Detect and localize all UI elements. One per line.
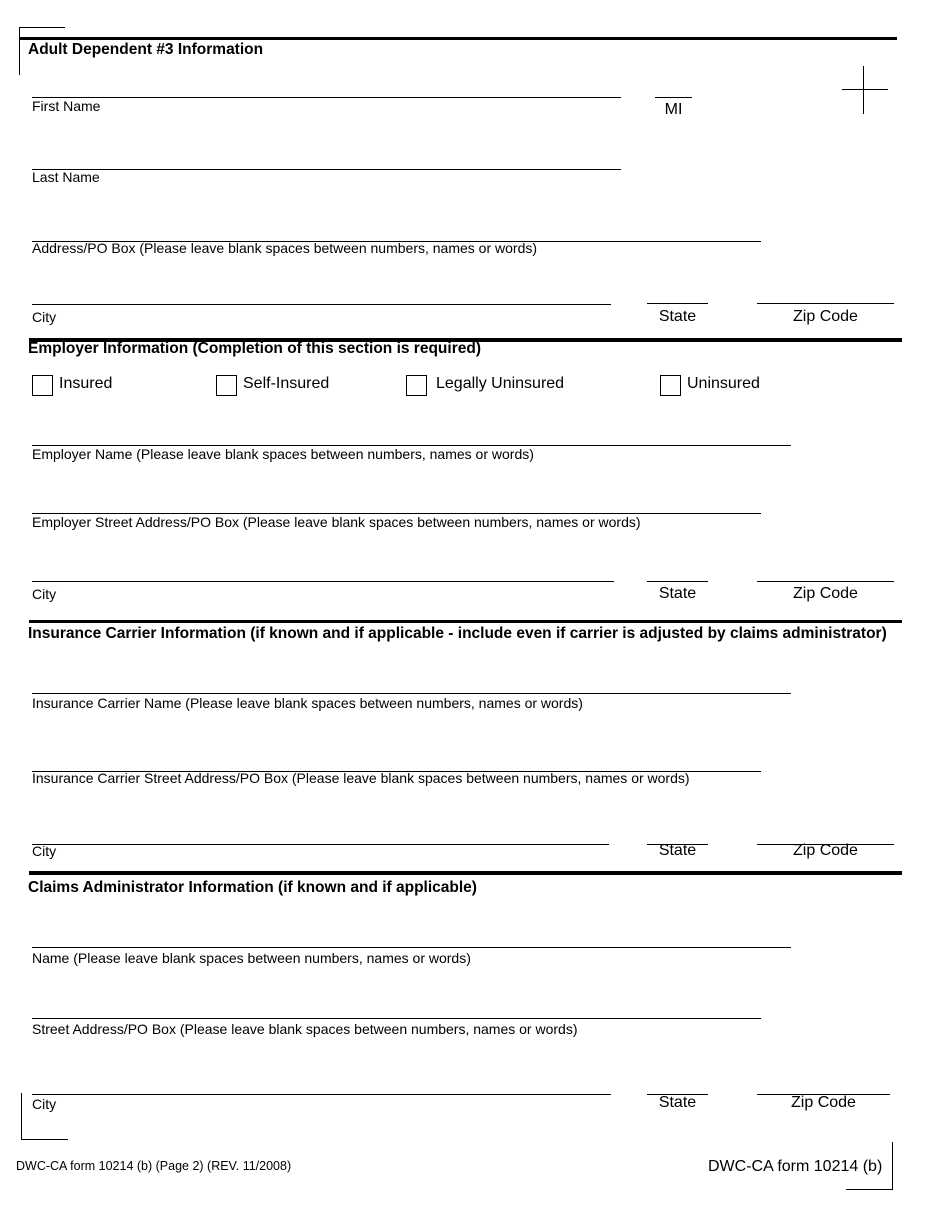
corner-mark-bottom-right-h [846, 1189, 893, 1190]
carrier-city-line [32, 844, 609, 845]
footer-form-revision: DWC-CA form 10214 (b) (Page 2) (REV. 11/2008) [16, 1159, 292, 1173]
employer-state-field[interactable] [647, 562, 711, 582]
carrier-state-label: State [658, 842, 697, 859]
employer-state-label: State [658, 585, 697, 602]
employer-city-line [32, 581, 614, 582]
admin-address-line [32, 1018, 761, 1019]
employer-section-title: Employer Information (Completion of this section is required) [28, 340, 481, 357]
self-insured-label: Self-Insured [243, 375, 330, 392]
carrier-city-label: City [32, 843, 57, 859]
uninsured-checkbox[interactable] [660, 375, 681, 396]
employer-city-label: City [32, 586, 57, 602]
dependent-section-title: Adult Dependent #3 Information [28, 41, 264, 58]
self-insured-checkbox[interactable] [216, 375, 237, 396]
state-field[interactable] [647, 284, 711, 304]
carrier-city-field[interactable] [32, 825, 612, 845]
mi-field[interactable] [655, 78, 695, 98]
admin-state-field[interactable] [647, 1075, 711, 1095]
admin-city-field[interactable] [32, 1075, 614, 1095]
admin-city-line [32, 1094, 611, 1095]
employer-address-label: Employer Street Address/PO Box (Please leave blank spaces between numbers, names or words) [32, 514, 641, 530]
employer-city-field[interactable] [32, 562, 617, 582]
insured-label: Insured [59, 375, 113, 392]
admin-zip-field[interactable] [757, 1075, 893, 1095]
carrier-address-label: Insurance Carrier Street Address/PO Box (Please leave blank spaces between numbers, names or words) [32, 770, 690, 786]
first-name-field[interactable] [32, 78, 624, 98]
employer-zip-field[interactable] [757, 562, 897, 582]
corner-mark-bottom-left-h [21, 1139, 68, 1140]
admin-state-label: State [658, 1094, 697, 1111]
admin-section-title: Claims Administrator Information (if known and if applicable) [28, 879, 477, 896]
legally-uninsured-checkbox[interactable] [406, 375, 427, 396]
admin-section-rule [29, 871, 902, 875]
corner-mark-bottom-left-v [21, 1093, 22, 1140]
corner-mark-top-left-v [19, 27, 20, 75]
last-name-line [32, 169, 621, 170]
corner-mark-top-left-h [19, 27, 65, 28]
mi-label: MI [664, 101, 683, 118]
employer-zip-label: Zip Code [793, 585, 858, 602]
address-field[interactable] [32, 221, 764, 241]
admin-address-label: Street Address/PO Box (Please leave blank spaces between numbers, names or words) [32, 1021, 578, 1037]
employer-state-line [647, 581, 708, 582]
carrier-name-line [32, 693, 791, 694]
uninsured-label: Uninsured [687, 375, 760, 392]
admin-city-label: City [32, 1096, 57, 1112]
section-top-rule [19, 37, 897, 40]
admin-name-label: Name (Please leave blank spaces between numbers, names or words) [32, 950, 471, 966]
zip-line [757, 303, 894, 304]
zip-field[interactable] [757, 284, 897, 304]
footer-form-id: DWC-CA form 10214 (b) [708, 1158, 883, 1175]
carrier-address-field[interactable] [32, 752, 764, 772]
legally-uninsured-label: Legally Uninsured [436, 375, 565, 392]
carrier-zip-label: Zip Code [793, 842, 858, 859]
city-label: City [32, 309, 57, 325]
city-line [32, 304, 611, 305]
zip-label: Zip Code [793, 308, 858, 325]
address-label: Address/PO Box (Please leave blank spaces between numbers, names or words) [32, 240, 538, 256]
admin-name-line [32, 947, 791, 948]
state-line [647, 303, 708, 304]
carrier-section-title: Insurance Carrier Information (if known and if applicable - include even if carrier is adjusted by claims administrator) [28, 625, 887, 642]
employer-address-field[interactable] [32, 493, 764, 513]
first-name-label: First Name [32, 98, 101, 114]
carrier-name-label: Insurance Carrier Name (Please leave blank spaces between numbers, names or words) [32, 695, 583, 711]
corner-mark-bottom-right-v [892, 1142, 893, 1190]
carrier-section-rule [29, 620, 902, 623]
state-label: State [658, 308, 697, 325]
employer-zip-line [757, 581, 894, 582]
insured-checkbox[interactable] [32, 375, 53, 396]
employer-name-field[interactable] [32, 426, 794, 446]
last-name-field[interactable] [32, 150, 624, 170]
admin-zip-label: Zip Code [791, 1094, 856, 1111]
city-field[interactable] [32, 284, 614, 304]
last-name-label: Last Name [32, 169, 100, 185]
mi-line [655, 97, 692, 98]
crosshair-mark-h [842, 89, 888, 90]
admin-name-field[interactable] [32, 928, 794, 948]
admin-address-field[interactable] [32, 999, 764, 1019]
carrier-name-field[interactable] [32, 674, 794, 694]
employer-name-label: Employer Name (Please leave blank spaces between numbers, names or words) [32, 446, 534, 462]
crosshair-mark-v [863, 66, 864, 114]
first-name-line [32, 97, 621, 98]
